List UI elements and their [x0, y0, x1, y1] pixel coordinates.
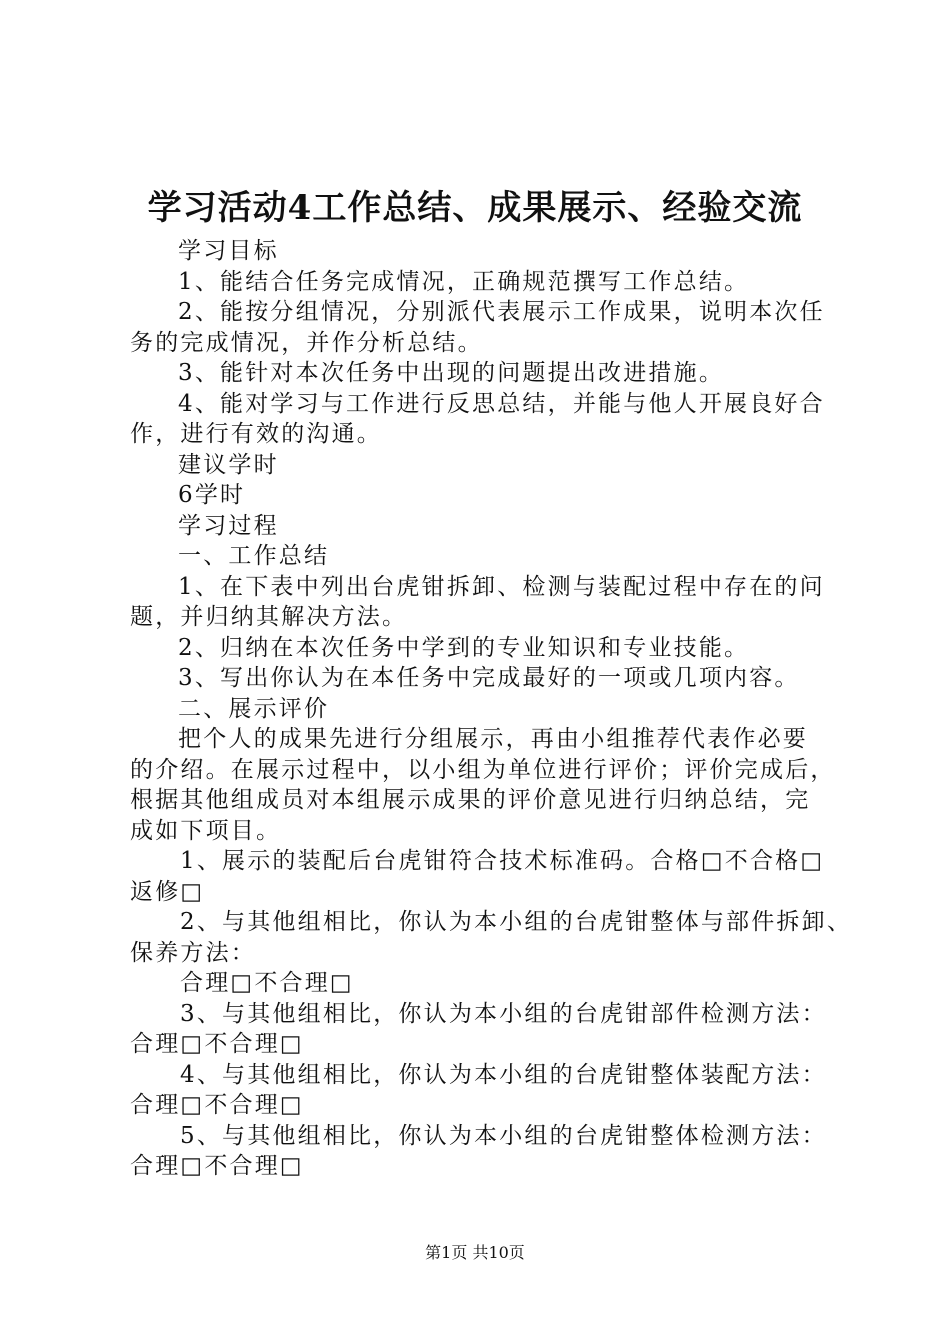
checklist-item: 2、与其他组相比，你认为本小组的台虎钳整体与部件拆卸、: [180, 909, 853, 935]
paragraph-line: 1、能结合任务完成情况，正确规范撰写工作总结。: [178, 268, 750, 295]
document-body: [130, 236, 853, 1182]
paragraph-line: 1、在下表中列出台虎钳拆卸、检测与装配过程中存在的问: [178, 573, 825, 600]
section-heading-showcase-evaluation: 二、展示评价: [178, 695, 330, 722]
checklist-item: 5、与其他组相比，你认为本小组的台虎钳整体检测方法：: [180, 1122, 827, 1149]
paragraph-line: 3、能针对本次任务中出现的问题提出改进措施。: [178, 360, 725, 386]
paragraph-line: 的介绍。在展示过程中，以小组为单位进行评价；评价完成后，: [130, 756, 836, 783]
paragraph-line: 务的完成情况，并作分析总结。: [130, 329, 483, 356]
checklist-options: 合理□不合理□: [130, 1031, 304, 1057]
paragraph-line: 把个人的成果先进行分组展示，再由小组推荐代表作必要: [178, 726, 808, 752]
paragraph-line: 成如下项目。: [130, 817, 282, 844]
paragraph-line: 根据其他组成员对本组展示成果的评价意见进行归纳总结，完: [130, 787, 811, 813]
page-number-footer: 第1页 共10页: [425, 1243, 525, 1262]
section-heading-suggested-hours: 建议学时: [178, 451, 279, 478]
paragraph-line: 4、能对学习与工作进行反思总结，并能与他人开展良好合: [178, 390, 825, 417]
checklist-item-continued: 返修□: [130, 878, 205, 905]
paragraph-line: 3、写出你认为在本任务中完成最好的一项或几项内容。: [178, 665, 800, 691]
section-heading-learning-goals: 学习目标: [178, 238, 279, 264]
checklist-options: 合理□不合理□: [130, 1092, 304, 1118]
paragraph-line: 6学时: [178, 482, 246, 508]
document-title: 学习活动4工作总结、成果展示、经验交流: [147, 188, 803, 228]
checklist-item: 3、与其他组相比，你认为本小组的台虎钳部件检测方法：: [180, 1000, 827, 1027]
paragraph-line: 题，并归纳其解决方法。: [130, 604, 408, 630]
checklist-item: 1、展示的装配后台虎钳符合技术标准码。合格□不合格□: [180, 848, 825, 874]
checklist-options: 合理□不合理□: [130, 1153, 304, 1179]
checklist-item-continued: 保养方法：: [130, 939, 256, 966]
section-heading-work-summary: 一、工作总结: [178, 543, 330, 569]
paragraph-line: 2、归纳在本次任务中学到的专业知识和专业技能。: [178, 634, 750, 661]
section-heading-learning-process: 学习过程: [178, 512, 279, 539]
checklist-options: 合理□不合理□: [180, 970, 354, 996]
paragraph-line: 作，进行有效的沟通。: [130, 421, 382, 447]
checklist-item: 4、与其他组相比，你认为本小组的台虎钳整体装配方法：: [180, 1061, 827, 1088]
paragraph-line: 2、能按分组情况，分别派代表展示工作成果，说明本次任: [178, 299, 825, 325]
